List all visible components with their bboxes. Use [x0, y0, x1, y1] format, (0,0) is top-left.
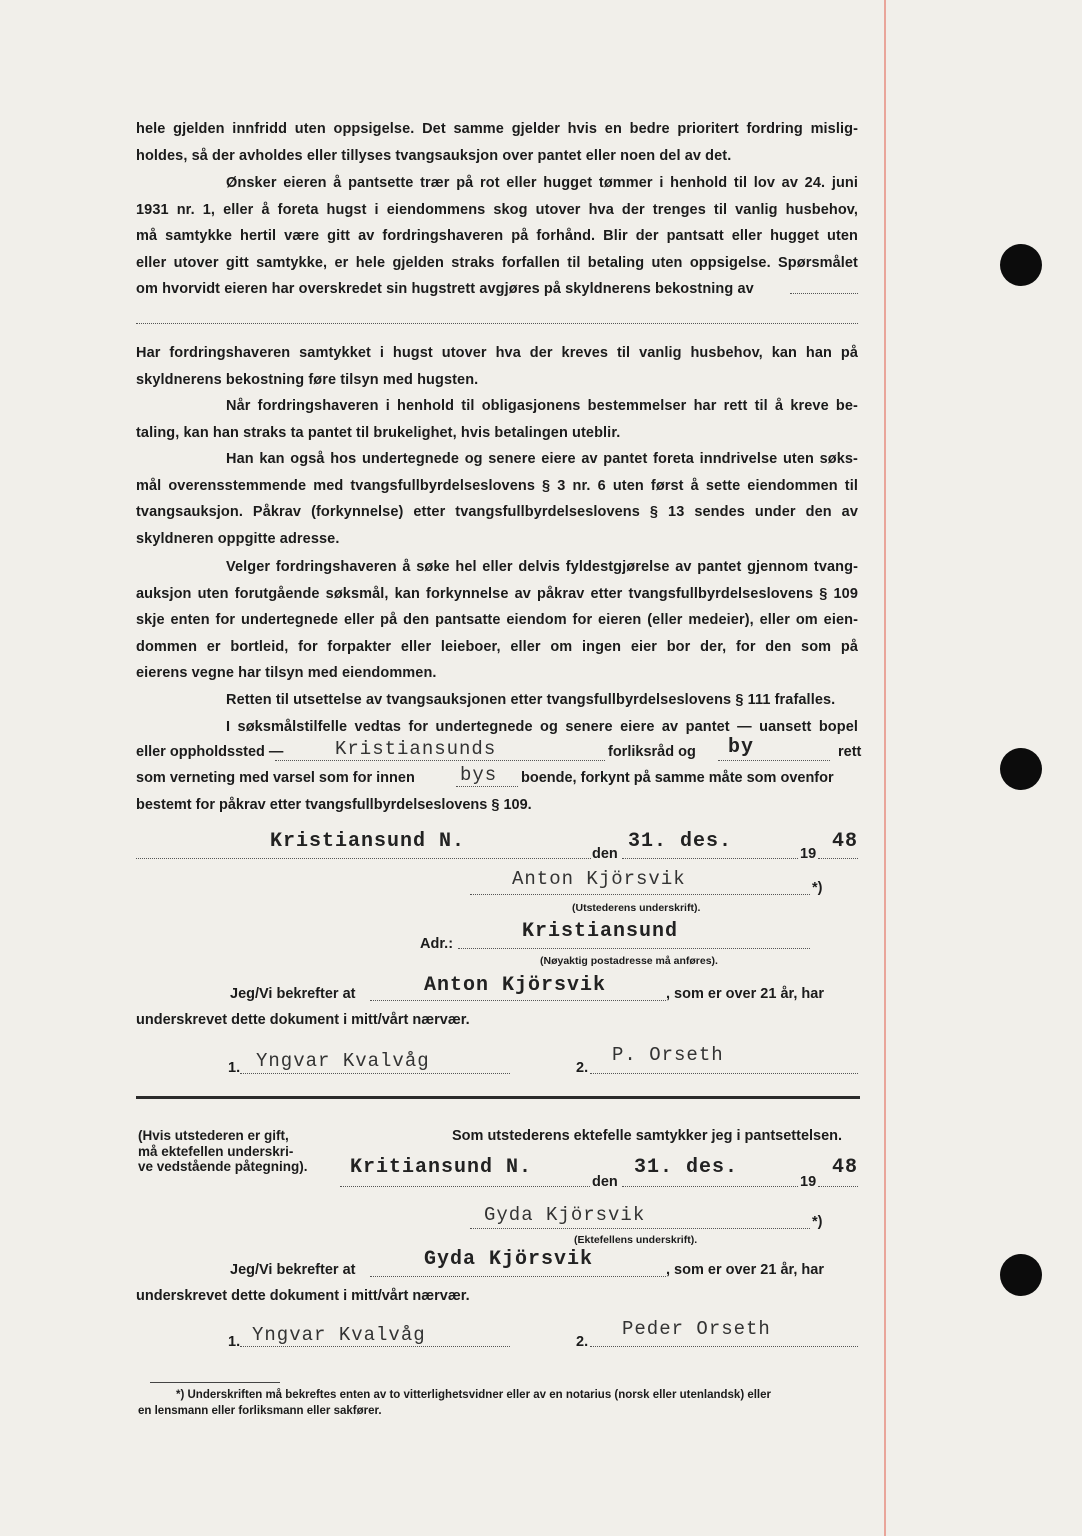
- venue-end: rett: [838, 744, 862, 760]
- fill-line: [275, 760, 605, 761]
- witness2-signature: Peder Orseth: [622, 1318, 771, 1340]
- footnote-line: en lensmann eller forliksmann eller sakfører.: [138, 1404, 382, 1417]
- section-divider: [136, 1096, 860, 1099]
- venue-line4: bestemt for påkrav etter tvangsfullbyrdelseslovens § 109.: [136, 797, 532, 813]
- fill-line: [456, 786, 518, 787]
- text-line: eierens vegne har tilsyn med eiendommen.: [136, 665, 437, 682]
- text-line: 1931 nr. 1, eller å foreta hugst i eiendommens skog utover hva der trenges til vanlig husbehov,: [136, 201, 858, 218]
- text-line: tvangsauksjon. Påkrav (forkynnelse) etter tvangsfullbyrdelseslovens § 13 sendes under den av: [136, 504, 858, 521]
- footnote-rule: [150, 1382, 280, 1383]
- footnote-star: *): [812, 1214, 823, 1230]
- confirm-line2: underskrevet dette dokument i mitt/vårt nærvær.: [136, 1288, 470, 1304]
- margin-line: [884, 0, 886, 1536]
- venue-mid: forliksråd og: [608, 744, 696, 760]
- spouse-signature: Gyda Kjörsvik: [484, 1204, 646, 1226]
- text-line: auksjon uten forutgående søksmål, kan forkynnelse av påkrav etter tvangsfullbyrdelseslovens § 109: [136, 585, 858, 602]
- text-line: skyldneren oppgitte adresse.: [136, 530, 340, 547]
- text-line: må samtykke hertil være gitt av fordringshaveren på forhånd. Blir der pantsatt eller hugget uten: [136, 228, 858, 245]
- text-line: Ønsker eieren å pantsette trær på rot eller hugget tømmer i henhold til lov av 24. juni: [226, 175, 858, 191]
- venue-line3-post: boende, forkynt på samme måte som ovenfor: [521, 770, 834, 786]
- signing-year: 48: [832, 830, 859, 853]
- fill-line: [240, 1346, 510, 1347]
- fill-line: [370, 1276, 666, 1277]
- text-line: dommen er bortleid, for forpakter eller leieboer, eller om ingen eier bor der, for den som på: [136, 638, 858, 655]
- paragraph-5: [136, 446, 858, 552]
- witness1-number: 1.: [228, 1060, 241, 1076]
- text-line: Når fordringshaveren i henhold til obligasjonens bestemmelser har rett til å kreve be-: [226, 398, 858, 414]
- text-line: ve vedstående påtegning).: [138, 1159, 308, 1174]
- witness1-signature: Yngvar Kvalvåg: [256, 1050, 430, 1072]
- fill-line: [590, 1073, 858, 1074]
- punch-hole: [1000, 748, 1042, 790]
- text-line: mål overensstemmende med tvangsfullbyrdelseslovens § 3 nr. 6 uten først å sette eiendommen til: [136, 477, 858, 494]
- paragraph-1: [136, 116, 858, 169]
- fill-line: [470, 894, 810, 895]
- den-label: den: [592, 846, 618, 862]
- fill-line: [818, 858, 858, 859]
- text-line: skje enten for undertegnede eller på den pantsatte eiendom for eieren (eller medeier), eller om eien-: [136, 612, 858, 629]
- witness1-number: 1.: [228, 1334, 241, 1350]
- issuer-signature: Anton Kjörsvik: [512, 868, 686, 890]
- text-line: hele gjelden innfridd uten oppsigelse. Det samme gjelder hvis en bedre prioritert fordring mislig-: [136, 121, 858, 137]
- den-label: den: [592, 1174, 618, 1190]
- confirm-pre: Jeg/Vi bekrefter at: [230, 1262, 356, 1278]
- text-line: taling, kan han straks ta pantet til brukelighet, hvis betalingen uteblir.: [136, 424, 621, 441]
- paragraph-6: [136, 554, 858, 687]
- footnote-star: *): [812, 880, 823, 896]
- witness2-number: 2.: [576, 1334, 589, 1350]
- fill-line: [590, 1346, 858, 1347]
- spouse-year: 48: [832, 1156, 859, 1179]
- confirm-name: Gyda Kjörsvik: [424, 1248, 594, 1271]
- fill-line: [622, 1186, 798, 1187]
- fill-line: [818, 1186, 858, 1187]
- address-caption: (Nøyaktig postadresse må anføres).: [540, 955, 718, 967]
- footnote: [138, 1388, 862, 1419]
- witness1-signature: Yngvar Kvalvåg: [252, 1324, 426, 1346]
- fill-line: [622, 858, 798, 859]
- text-line: Retten til utsettelse av tvangsauksjonen etter tvangsfullbyrdelseslovens § 111 frafalles.: [226, 692, 836, 708]
- text-line: eller utover gitt samtykke, er hele gjelden straks forfallen til betaling uten oppsigelse. Spørsmålet: [136, 254, 858, 271]
- confirm-line2: underskrevet dette dokument i mitt/vårt nærvær.: [136, 1012, 470, 1028]
- spouse-date: 31. des.: [634, 1156, 739, 1179]
- footnote-line: *) Underskriften må bekreftes enten av to vitterlighetsvidner eller av en notarius (norsk eller utenlandsk) eller: [176, 1389, 771, 1401]
- fill-line: [136, 323, 858, 324]
- text-line: om hvorvidt eieren har overskredet sin hugstrett avgjøres på skyldnerens bekostning av: [136, 281, 754, 298]
- fill-line: [240, 1073, 510, 1074]
- typed-by: by: [728, 736, 755, 759]
- confirm-pre: Jeg/Vi bekrefter at: [230, 986, 356, 1002]
- punch-hole: [1000, 1254, 1042, 1296]
- address-label: Adr.:: [420, 936, 454, 952]
- text-line: (Hvis utstederen er gift,: [138, 1128, 289, 1143]
- confirm-post: , som er over 21 år, har: [666, 1262, 824, 1278]
- signature-caption: (Ektefellens underskrift).: [574, 1234, 698, 1246]
- fill-line: [136, 858, 591, 859]
- signing-date: 31. des.: [628, 830, 733, 853]
- spouse-side-note: [138, 1128, 308, 1175]
- text-line: skyldnerens bekostning føre tilsyn med hugsten.: [136, 371, 479, 388]
- year-prefix: 19: [800, 846, 817, 862]
- issuer-address: Kristiansund: [522, 920, 679, 943]
- spouse-consent: Som utstederens ektefelle samtykker jeg i pantsettelsen.: [452, 1128, 843, 1144]
- punch-hole: [1000, 244, 1042, 286]
- paragraph-2: [136, 170, 858, 303]
- venue-line3-pre: som verneting med varsel som for innen: [136, 770, 415, 786]
- fill-line: [470, 1228, 810, 1229]
- witness2-signature: P. Orseth: [612, 1044, 724, 1066]
- fill-line: [458, 948, 810, 949]
- signing-place: Kristiansund N.: [270, 830, 466, 853]
- witness2-number: 2.: [576, 1060, 589, 1076]
- typed-court-name: Kristiansunds: [335, 738, 497, 760]
- text-line: må ektefellen underskri-: [138, 1143, 294, 1159]
- text-line: holdes, så der avholdes eller tillyses tvangsauksjon over pantet eller noen del av det.: [136, 147, 732, 164]
- confirm-post: , som er over 21 år, har: [666, 986, 824, 1002]
- spouse-place: Kritiansund N.: [350, 1156, 533, 1179]
- text-line: I søksmålstilfelle vedtas for undertegnede og senere eiere av pantet — uansett bopel: [226, 719, 858, 735]
- text-line: Velger fordringshaveren å søke hel eller delvis fyldestgjørelse av pantet gjennom tvang-: [226, 559, 858, 575]
- year-prefix: 19: [800, 1174, 817, 1190]
- paragraph-3: [136, 340, 858, 393]
- fill-line: [340, 1186, 590, 1187]
- fill-line: [718, 760, 830, 761]
- text-line: Har fordringshaveren samtykket i hugst utover hva der kreves til vanlig husbehov, kan han på: [136, 345, 858, 361]
- venue-prefix: eller oppholdssted —: [136, 744, 284, 760]
- paragraph-4: [136, 393, 858, 446]
- fill-line: [790, 293, 858, 294]
- fill-line: [370, 1000, 666, 1001]
- signature-caption: (Utstederens underskrift).: [572, 902, 701, 914]
- confirm-name: Anton Kjörsvik: [424, 974, 607, 997]
- text-line: Han kan også hos undertegnede og senere eiere av pantet foreta inndrivelse uten søks-: [226, 451, 858, 467]
- typed-bys: bys: [460, 764, 498, 786]
- paragraph-7: [136, 687, 858, 714]
